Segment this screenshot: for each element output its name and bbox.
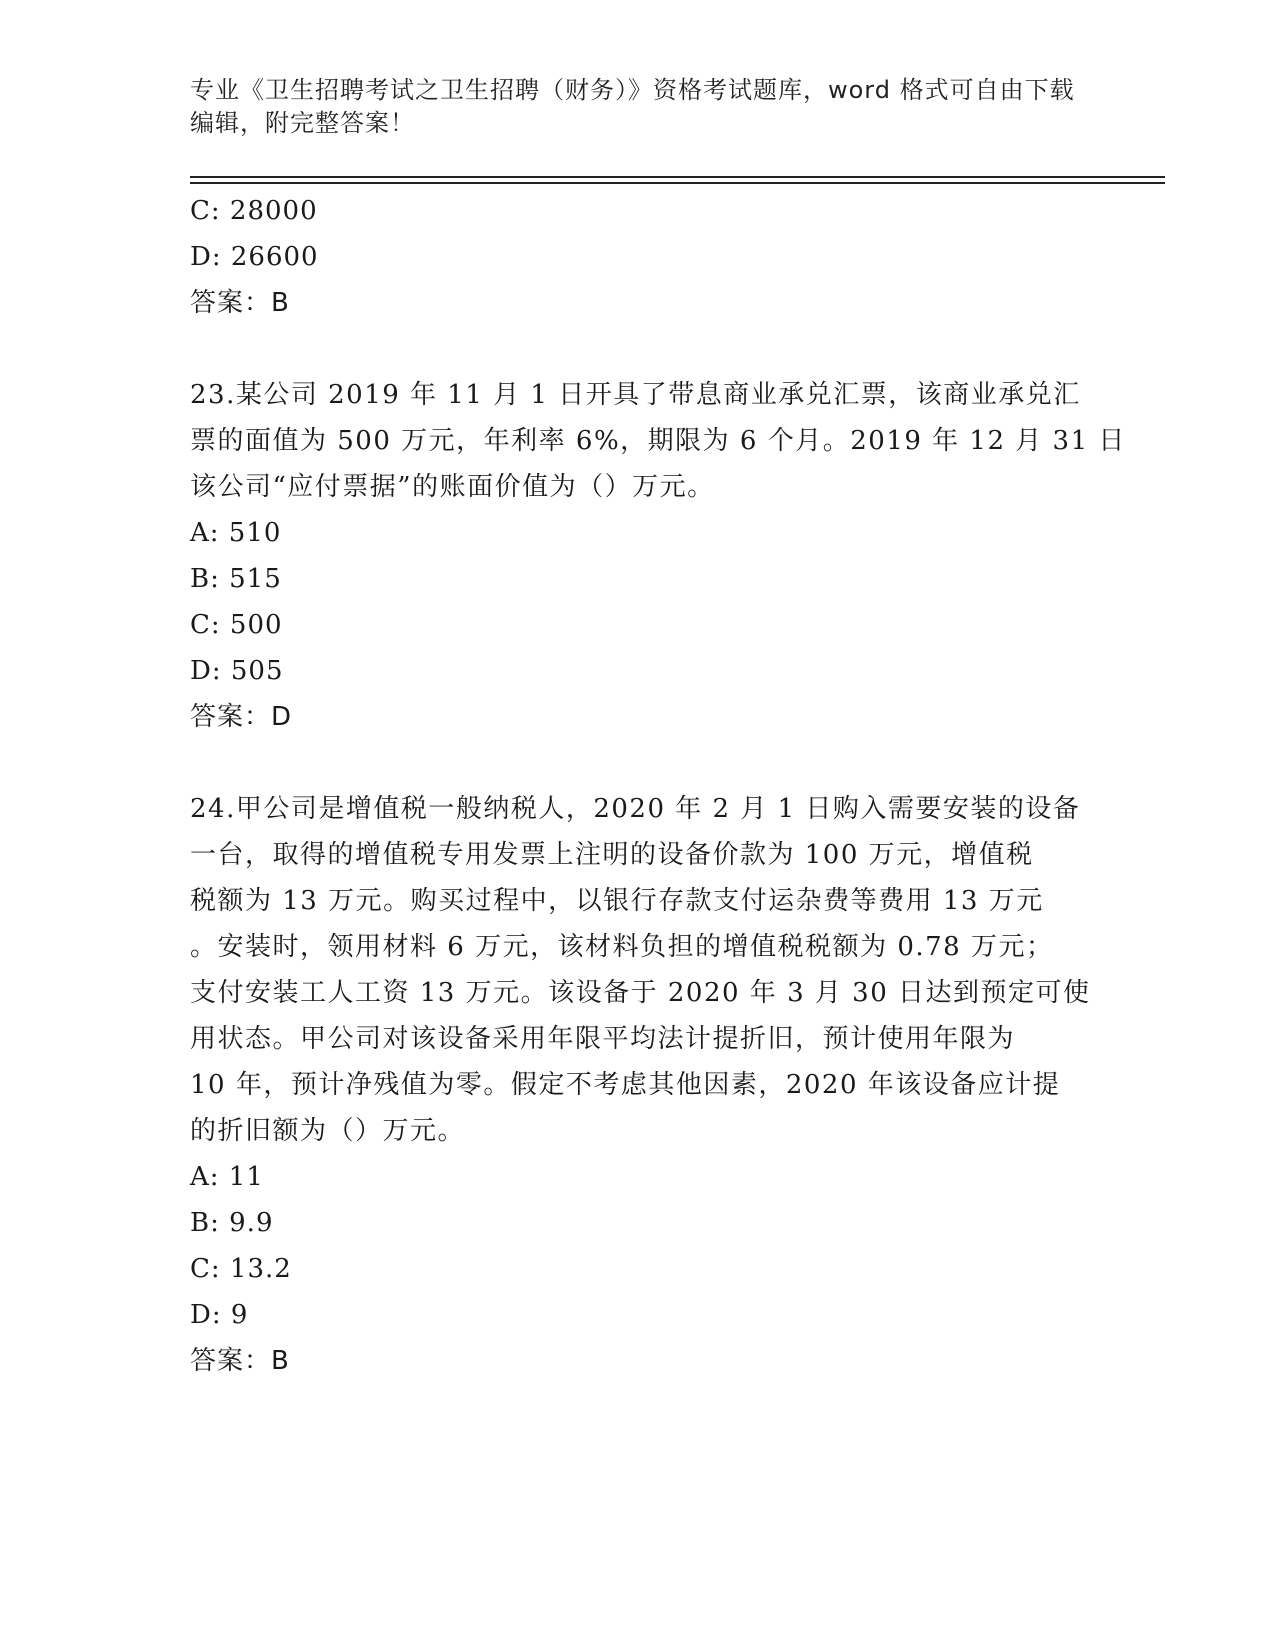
option-b: B: 515 [190,564,282,594]
option-d: D: 505 [190,656,284,686]
document-header [190,74,1090,140]
question-text-line: 23.某公司 2019 年 11 月 1 日开具了带息商业承兑汇票，该商业承兑汇 [190,380,1081,410]
header-line-2: 编辑，附完整答案！ [190,109,415,137]
answer-line: 答案：B [190,288,290,318]
option-c: C: 28000 [190,196,318,226]
answer-line: 答案：B [190,1346,290,1376]
question-24 [190,786,1090,1384]
question-text-line: 一台，取得的增值税专用发票上注明的设备价款为 100 万元，增值税 [190,840,1034,870]
option-c: C: 500 [190,610,283,640]
option-a: A: 11 [190,1162,264,1192]
question-text-line: 的折旧额为（）万元。 [190,1116,466,1146]
question-text-line: 10 年，预计净残值为零。假定不考虑其他因素，2020 年该设备应计提 [190,1070,1061,1100]
question-text-line: 该公司“应付票据”的账面价值为（）万元。 [190,472,715,502]
question-text-line: 票的面值为 500 万元，年利率 6%，期限为 6 个月。2019 年 12 月 31 日 [190,426,1126,456]
option-d: D: 26600 [190,242,319,272]
spacer [190,326,1090,372]
option-b: B: 9.9 [190,1208,274,1238]
question-text-line: 24.甲公司是增值税一般纳税人，2020 年 2 月 1 日购入需要安装的设备 [190,794,1081,824]
question-content [190,188,1126,1384]
question-23 [190,372,1126,740]
prev-question-block [190,188,1090,326]
question-text-line: 用状态。甲公司对该设备采用年限平均法计提折旧，预计使用年限为 [190,1024,1016,1054]
answer-line: 答案：D [190,702,293,732]
option-a: A: 510 [190,518,282,548]
header-rule-top [190,176,1165,178]
question-text-line: 。安装时，领用材料 6 万元，该材料负担的增值税税额为 0.78 万元； [190,932,1054,962]
question-text-line: 税额为 13 万元。购买过程中，以银行存款支付运杂费等费用 13 万元 [190,886,1044,916]
header-rule-bottom [190,182,1165,184]
question-text-line: 支付安装工人工资 13 万元。该设备于 2020 年 3 月 30 日达到预定可使 [190,978,1091,1008]
header-line-1: 专业《卫生招聘考试之卫生招聘（财务）》资格考试题库，word 格式可自由下载 [190,76,1075,104]
option-d: D: 9 [190,1300,249,1330]
option-c: C: 13.2 [190,1254,292,1284]
spacer [190,740,1090,786]
